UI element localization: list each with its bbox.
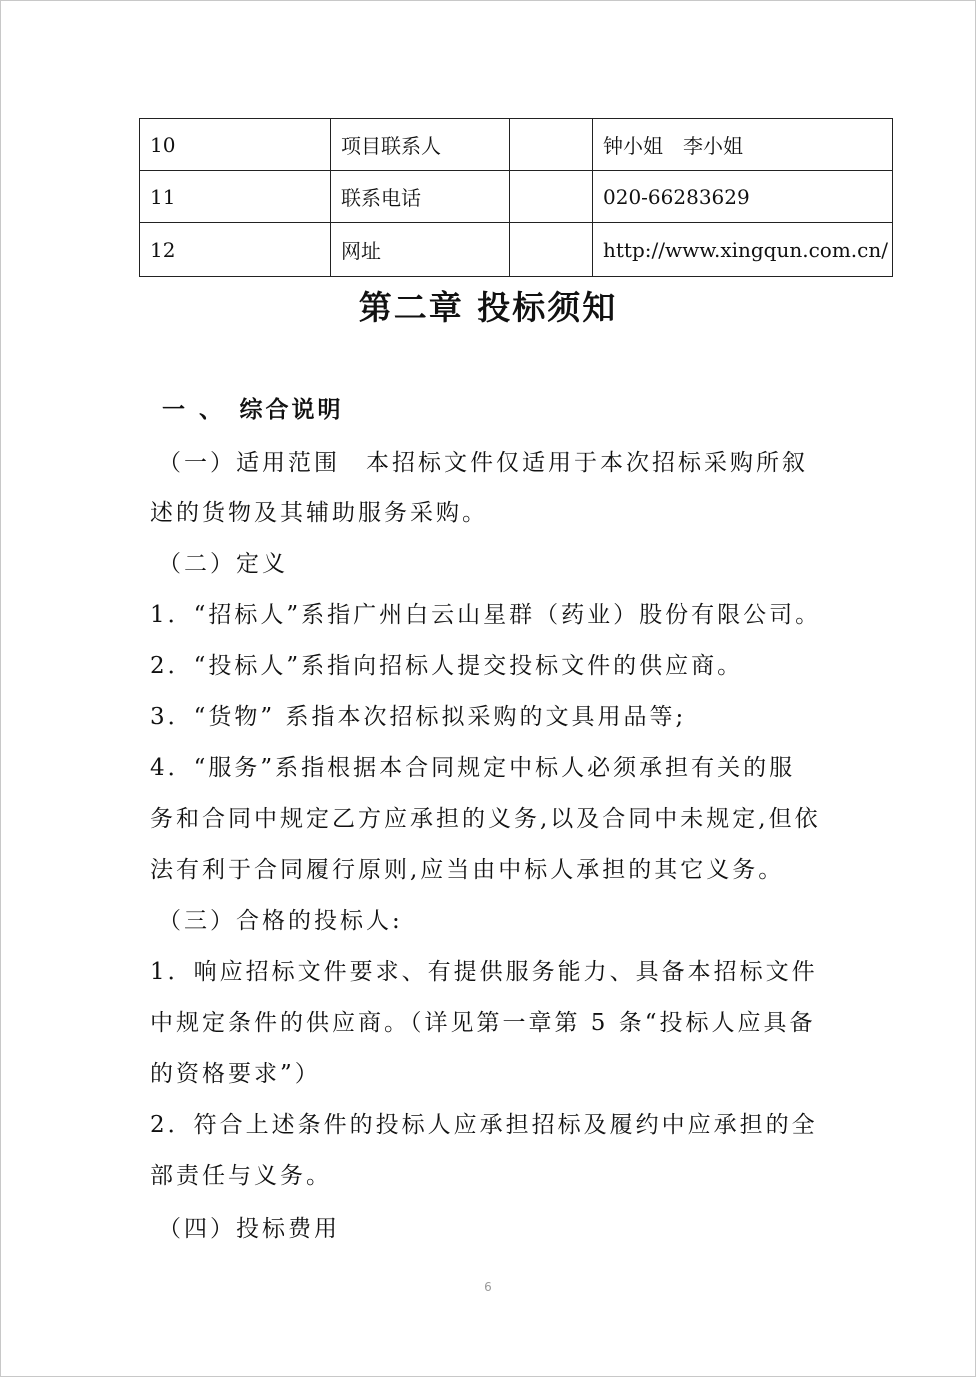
- row-value: http://www.xingqun.com.cn/: [593, 223, 893, 277]
- body-line: （二）定义: [158, 551, 288, 577]
- table-row: [140, 223, 893, 277]
- body-line: 1．“招标人”系指广州白云山星群（药业）股份有限公司。: [150, 602, 822, 628]
- row-number: 11: [140, 171, 331, 223]
- table-row: [140, 119, 893, 171]
- body-line: 务和合同中规定乙方应承担的义务,以及合同中未规定,但依: [150, 806, 821, 832]
- body-line: 4．“服务”系指根据本合同规定中标人必须承担有关的服: [150, 755, 796, 781]
- body-line: 的资格要求”）: [150, 1061, 321, 1087]
- body-line: （四）投标费用: [158, 1216, 340, 1242]
- row-item: 联系电话: [331, 171, 510, 223]
- body-line: 2．符合上述条件的投标人应承担招标及履约中应承担的全: [150, 1112, 818, 1138]
- body-line: 法有利于合同履行原则,应当由中标人承担的其它义务。: [150, 857, 785, 883]
- row-blank: [510, 119, 593, 171]
- body-line: 中规定条件的供应商。（详见第一章第 5 条“投标人应具备: [150, 1010, 816, 1036]
- body-line: 1．响应招标文件要求、有提供服务能力、具备本招标文件: [150, 959, 818, 985]
- page-number: 6: [484, 1280, 492, 1294]
- row-blank: [510, 223, 593, 277]
- row-value: 钟小姐 李小姐: [593, 119, 893, 171]
- row-item: 网址: [331, 223, 510, 277]
- body-line: 述的货物及其辅助服务采购。: [150, 500, 488, 526]
- row-number: 10: [140, 119, 331, 171]
- row-item: 项目联系人: [331, 119, 510, 171]
- body-line: （三）合格的投标人:: [158, 908, 403, 934]
- body-line: （一）适用范围 本招标文件仅适用于本次招标采购所叙: [158, 450, 808, 476]
- contact-info-table: [139, 118, 893, 277]
- section-heading: 一 、 综合说明: [162, 396, 344, 423]
- body-line: 2．“投标人”系指向招标人提交投标文件的供应商。: [150, 653, 744, 679]
- table-row: [140, 171, 893, 223]
- body-line: 部责任与义务。: [150, 1163, 332, 1189]
- chapter-title: 第二章 投标须知: [358, 288, 618, 327]
- row-value: 020-66283629: [593, 171, 893, 223]
- row-number: 12: [140, 223, 331, 277]
- row-blank: [510, 171, 593, 223]
- body-line: 3．“货物” 系指本次招标拟采购的文具用品等;: [150, 704, 687, 730]
